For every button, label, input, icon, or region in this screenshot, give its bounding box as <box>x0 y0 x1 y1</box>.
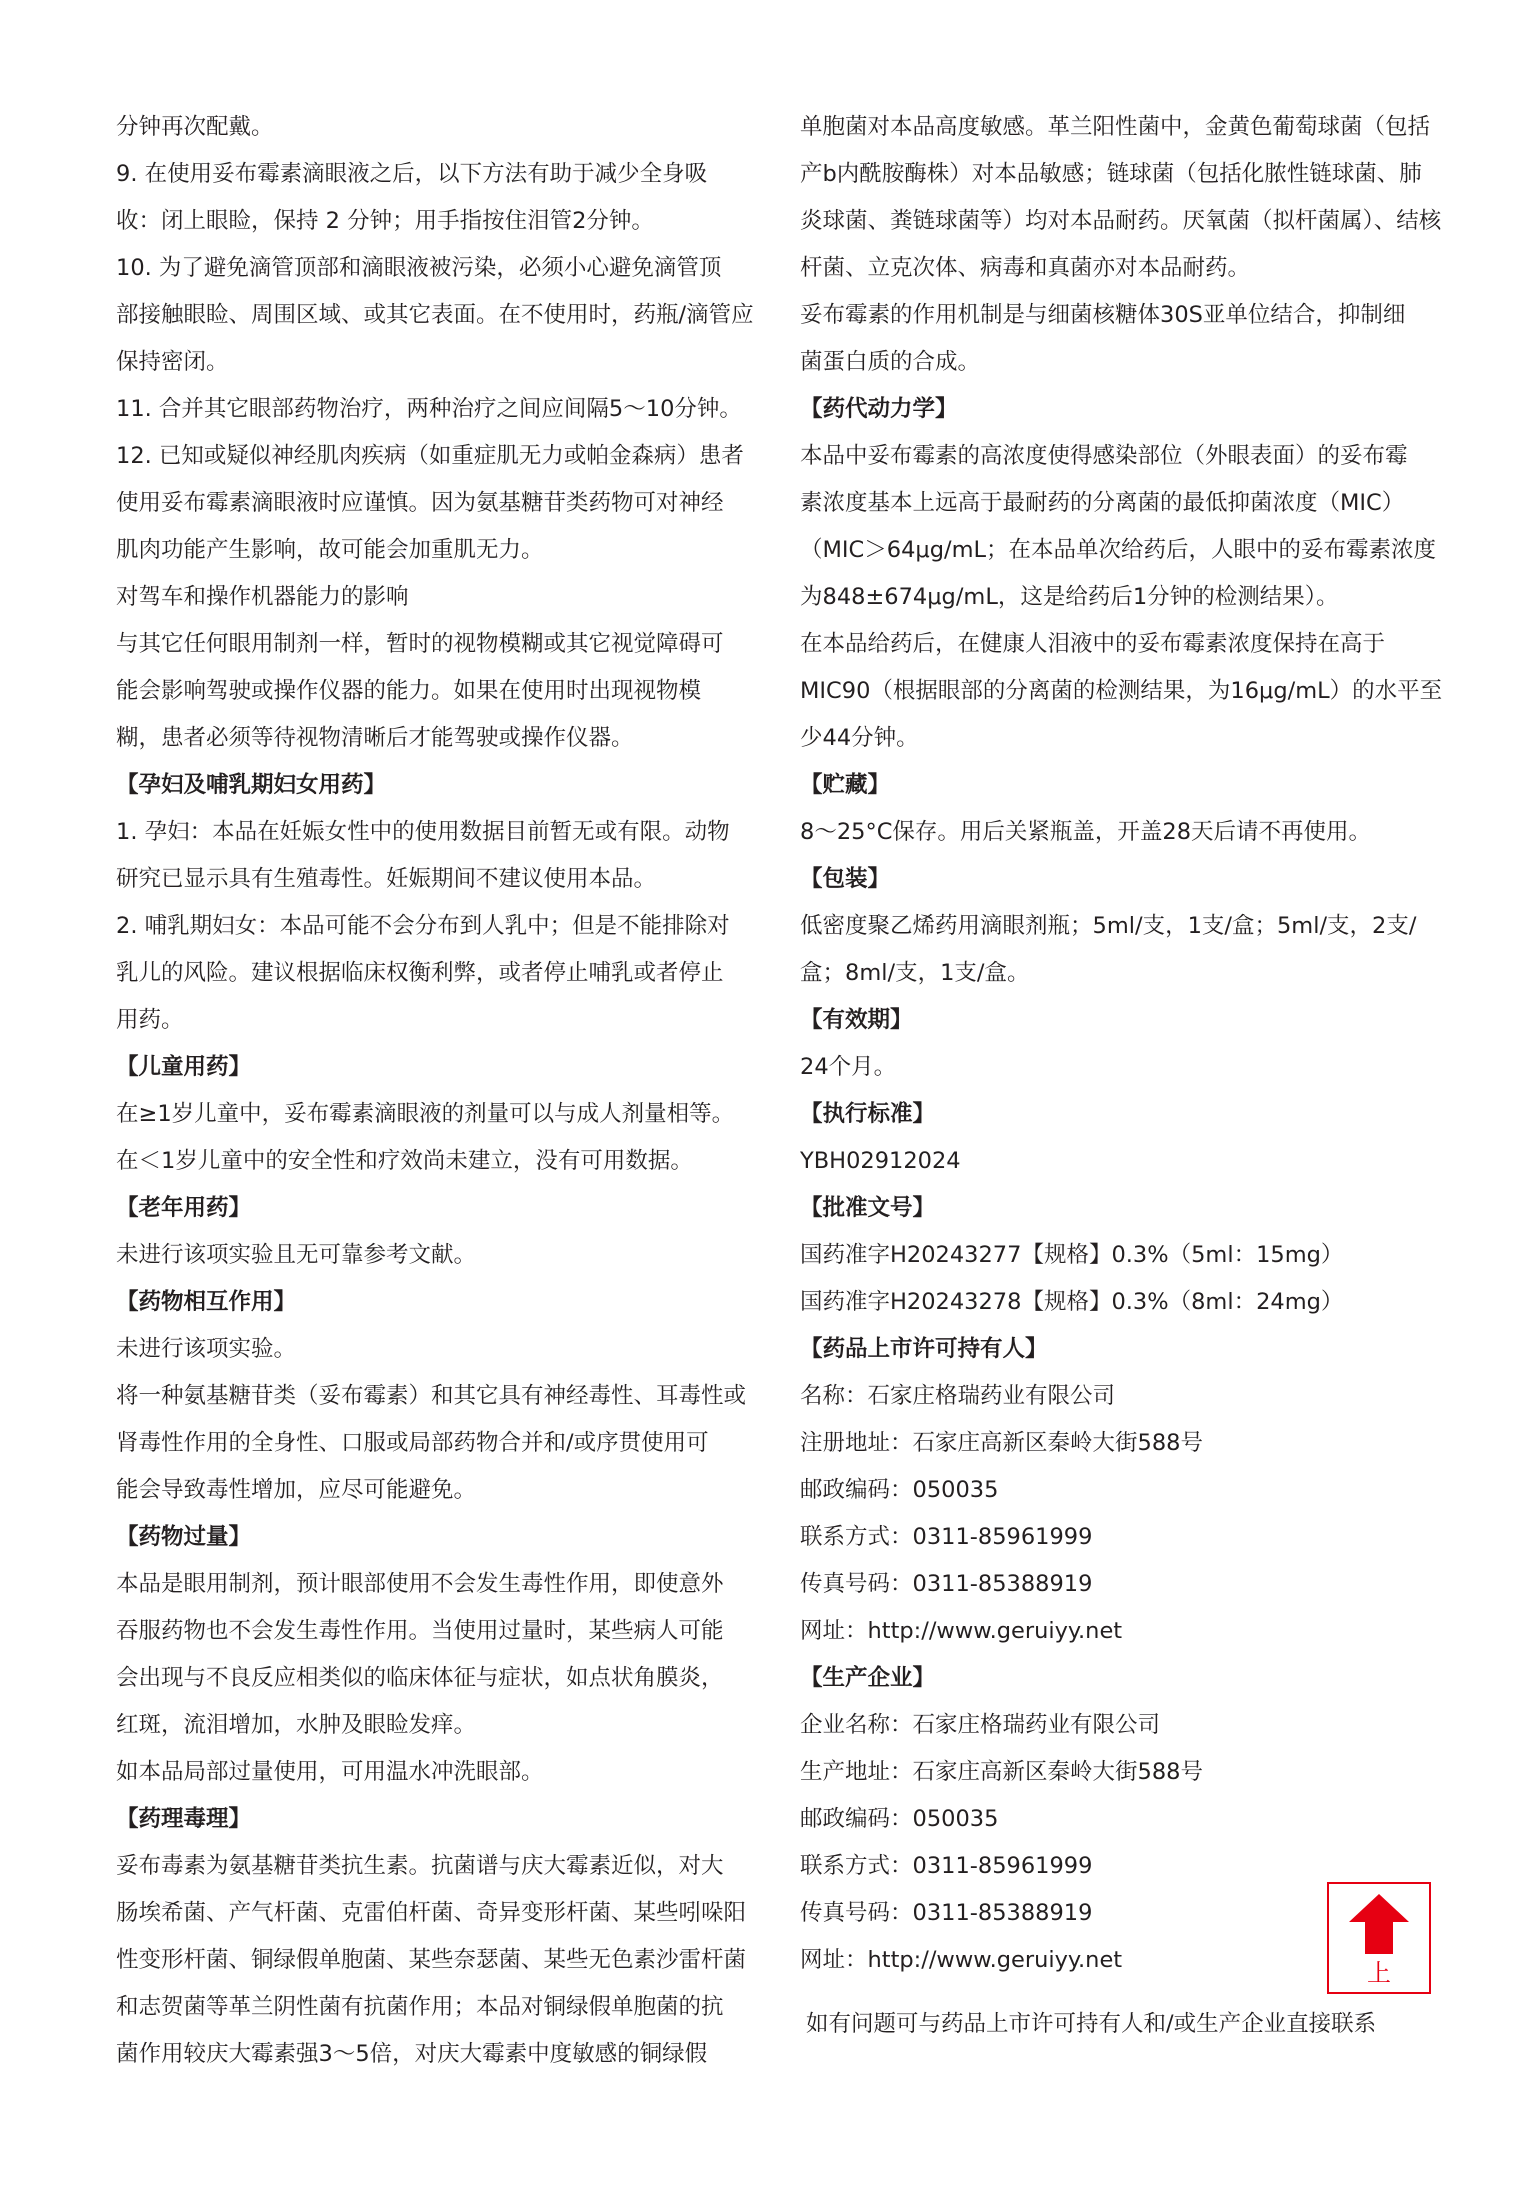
text-line: 肌肉功能产生影响，故可能会加重肌无力。 <box>116 537 544 563</box>
text-line: 联系方式：0311-85961999 <box>800 1524 1093 1550</box>
text-line: 本品中妥布霉素的高浓度使得感染部位（外眼表面）的妥布霉 <box>800 443 1408 469</box>
text-line: 【儿童用药】 <box>116 1054 252 1080</box>
text-line: 乳儿的风险。建议根据临床权衡利弊，或者停止哺乳或者停止 <box>116 960 724 986</box>
text-line: 在＜1岁儿童中的安全性和疗效尚未建立，没有可用数据。 <box>116 1148 693 1174</box>
paragraph <box>800 1373 1440 1420</box>
paragraph <box>116 1749 756 1796</box>
text-line: 杆菌、立克次体、病毒和真菌亦对本品耐药。 <box>800 255 1251 281</box>
text-line: 【老年用药】 <box>116 1195 252 1221</box>
text-line: 肾毒性作用的全身性、口服或局部药物合并和/或序贯使用可 <box>116 1430 709 1456</box>
text-line: 和志贺菌等革兰阴性菌有抗菌作用；本品对铜绿假单胞菌的抗 <box>116 1994 724 2020</box>
text-line: 【批准文号】 <box>800 1195 936 1221</box>
text-line: 菌蛋白质的合成。 <box>800 349 981 375</box>
text-line: 能会影响驾驶或操作仪器的能力。如果在使用时出现视物模 <box>116 678 702 704</box>
text-line: 24个月。 <box>800 1054 897 1080</box>
text-line: 糊，患者必须等待视物清晰后才能驾驶或操作仪器。 <box>116 725 634 751</box>
text-line: 【有效期】 <box>800 1007 913 1033</box>
text-line: 12. 已知或疑似神经肌肉疾病（如重症肌无力或帕金森病）患者 <box>116 443 744 469</box>
text-line: 网址：http://www.geruiyy.net <box>800 1618 1123 1644</box>
text-line: 吞服药物也不会发生毒性作用。当使用过量时，某些病人可能 <box>116 1618 724 1644</box>
section-heading <box>800 1185 1440 1232</box>
text-line: 【药物相互作用】 <box>116 1289 297 1315</box>
text-line: 【药物过量】 <box>116 1524 252 1550</box>
right-column <box>800 104 1443 1984</box>
section-heading <box>800 1091 1440 1138</box>
text-line: 【包装】 <box>800 866 891 892</box>
section-heading <box>800 386 1440 433</box>
paragraph <box>800 1232 1440 1279</box>
paragraph <box>800 1279 1440 1326</box>
text-line: 传真号码：0311-85388919 <box>800 1900 1093 1926</box>
text-line: 【贮藏】 <box>800 772 891 798</box>
paragraph <box>800 1420 1440 1467</box>
paragraph <box>800 621 1443 762</box>
text-line: 性变形杆菌、铜绿假单胞菌、某些奈瑟菌、某些无色素沙雷杆菌 <box>116 1947 747 1973</box>
text-line: 少44分钟。 <box>800 725 919 751</box>
section-heading <box>116 1185 756 1232</box>
section-heading <box>800 1655 1440 1702</box>
text-line: 肠埃希菌、产气杆菌、克雷伯杆菌、奇异变形杆菌、某些吲哚阳 <box>116 1900 747 1926</box>
paragraph <box>116 104 756 151</box>
section-heading <box>800 1326 1440 1373</box>
text-line: 【孕妇及哺乳期妇女用药】 <box>116 772 387 798</box>
text-line: 与其它任何眼用制剂一样，暂时的视物模糊或其它视觉障碍可 <box>116 631 724 657</box>
text-line: 10. 为了避免滴管顶部和滴眼液被污染，必须小心避免滴管顶 <box>116 255 722 281</box>
section-heading <box>116 762 756 809</box>
text-line: 联系方式：0311-85961999 <box>800 1853 1093 1879</box>
text-line: 盒；8ml/支，1支/盒。 <box>800 960 1030 986</box>
text-line: 妥布霉素的作用机制是与细菌核糖体30S亚单位结合，抑制细 <box>800 302 1406 328</box>
text-line: 9. 在使用妥布霉素滴眼液之后，以下方法有助于减少全身吸 <box>116 161 708 187</box>
text-line: 【药理毒理】 <box>116 1806 252 1832</box>
paragraph <box>800 1749 1440 1796</box>
paragraph <box>800 809 1440 856</box>
text-line: 【生产企业】 <box>800 1665 936 1691</box>
paragraph <box>116 1373 756 1514</box>
text-line: 在≥1岁儿童中，妥布霉素滴眼液的剂量可以与成人剂量相等。 <box>116 1101 735 1127</box>
text-line: 炎球菌、粪链球菌等）均对本品耐药。厌氧菌（拟杆菌属）、结核 <box>800 208 1442 234</box>
text-line: 如本品局部过量使用，可用温水冲洗眼部。 <box>116 1759 544 1785</box>
paragraph <box>116 621 756 762</box>
text-line: YBH02912024 <box>800 1148 961 1174</box>
text-line: 未进行该项实验且无可靠参考文献。 <box>116 1242 477 1268</box>
text-line: 部接触眼睑、周围区域、或其它表面。在不使用时，药瓶/滴管应 <box>116 302 754 328</box>
paragraph <box>800 1608 1440 1655</box>
text-line: 传真号码：0311-85388919 <box>800 1571 1093 1597</box>
text-line: 国药准字H20243277【规格】0.3%（5ml：15mg） <box>800 1242 1344 1268</box>
text-line: 【药代动力学】 <box>800 396 958 422</box>
text-line: 国药准字H20243278【规格】0.3%（8ml：24mg） <box>800 1289 1344 1315</box>
paragraph <box>116 1091 756 1185</box>
text-line: 会出现与不良反应相类似的临床体征与症状，如点状角膜炎， <box>116 1665 724 1691</box>
paragraph <box>116 245 756 386</box>
section-heading <box>116 1514 756 1561</box>
paragraph <box>116 574 756 621</box>
left-column <box>116 104 756 2078</box>
text-line: 保持密闭。 <box>116 349 229 375</box>
paragraph <box>800 433 1440 621</box>
text-line: 分钟再次配戴。 <box>116 114 274 140</box>
section-heading <box>800 997 1440 1044</box>
paragraph <box>800 1138 1440 1185</box>
paragraph <box>800 104 1440 292</box>
up-mark-label: 向 上 <box>1367 1929 1403 1987</box>
footer-note: 如有问题可与药品上市许可持有人和/或生产企业直接联系 <box>806 2011 1377 2037</box>
paragraph <box>116 1232 756 1279</box>
text-line: 1. 孕妇：本品在妊娠女性中的使用数据目前暂无或有限。动物 <box>116 819 730 845</box>
text-line: 妥布毒素为氨基糖苷类抗生素。抗菌谱与庆大霉素近似，对大 <box>116 1853 724 1879</box>
text-line: 本品是眼用制剂，预计眼部使用不会发生毒性作用，即使意外 <box>116 1571 724 1597</box>
paragraph <box>800 1514 1440 1561</box>
paragraph <box>800 903 1440 997</box>
text-line: 8～25°C保存。用后关紧瓶盖，开盖28天后请不再使用。 <box>800 819 1372 845</box>
section-heading <box>116 1279 756 1326</box>
paragraph <box>800 1561 1440 1608</box>
paragraph <box>116 433 756 574</box>
paragraph <box>116 1326 756 1373</box>
text-line: 素浓度基本上远高于最耐药的分离菌的最低抑菌浓度（MIC） <box>800 490 1405 516</box>
paragraph <box>800 1044 1440 1091</box>
text-line: 用药。 <box>116 1007 184 1033</box>
text-line: 邮政编码：050035 <box>800 1477 999 1503</box>
text-line: 菌作用较庆大霉素强3～5倍，对庆大霉素中度敏感的铜绿假 <box>116 2041 708 2067</box>
text-line: MIC90（根据眼部的分离菌的检测结果，为16μg/mL）的水平至 <box>800 678 1443 704</box>
text-line: 网址：http://www.geruiyy.net <box>800 1947 1123 1973</box>
paragraph <box>116 151 756 245</box>
text-line: 11. 合并其它眼部药物治疗，两种治疗之间应间隔5～10分钟。 <box>116 396 742 422</box>
text-line: 研究已显示具有生殖毒性。妊娠期间不建议使用本品。 <box>116 866 657 892</box>
paragraph <box>116 1843 756 2078</box>
text-line: 收：闭上眼睑，保持 2 分钟；用手指按住泪管2分钟。 <box>116 208 654 234</box>
text-line: 将一种氨基糖苷类（妥布霉素）和其它具有神经毒性、耳毒性或 <box>116 1383 747 1409</box>
paragraph <box>800 1796 1440 1843</box>
paragraph <box>116 809 756 903</box>
text-line: 【执行标准】 <box>800 1101 936 1127</box>
text-line: 注册地址：石家庄高新区秦岭大街588号 <box>800 1430 1203 1456</box>
paragraph <box>116 1561 756 1749</box>
section-heading <box>116 1044 756 1091</box>
text-line: 【药品上市许可持有人】 <box>800 1336 1048 1362</box>
text-line: 为848±674μg/mL，这是给药后1分钟的检测结果）。 <box>800 584 1339 610</box>
text-line: 邮政编码：050035 <box>800 1806 999 1832</box>
text-line: 产b内酰胺酶株）对本品敏感；链球菌（包括化脓性链球菌、肺 <box>800 161 1422 187</box>
text-line: 生产地址：石家庄高新区秦岭大街588号 <box>800 1759 1203 1785</box>
paragraph <box>800 1702 1440 1749</box>
text-line: 2. 哺乳期妇女：本品可能不会分布到人乳中；但是不能排除对 <box>116 913 730 939</box>
paragraph <box>116 903 756 1044</box>
paragraph <box>800 292 1440 386</box>
text-line: 红斑，流泪增加，水肿及眼睑发痒。 <box>116 1712 477 1738</box>
section-heading <box>800 856 1440 903</box>
text-line: 能会导致毒性增加，应尽可能避免。 <box>116 1477 477 1503</box>
text-line: （MIC＞64μg/mL；在本品单次给药后，人眼中的妥布霉素浓度 <box>800 537 1437 563</box>
text-line: 使用妥布霉素滴眼液时应谨慎。因为氨基糖苷类药物可对神经 <box>116 490 724 516</box>
this-side-up-mark <box>1327 1882 1431 1994</box>
paragraph <box>116 386 756 433</box>
text-line: 低密度聚乙烯药用滴眼剂瓶；5ml/支，1支/盒；5ml/支，2支/ <box>800 913 1417 939</box>
section-heading <box>116 1796 756 1843</box>
text-line: 对驾车和操作机器能力的影响 <box>116 584 409 610</box>
section-heading <box>800 762 1440 809</box>
text-line: 未进行该项实验。 <box>116 1336 297 1362</box>
text-line: 单胞菌对本品高度敏感。革兰阳性菌中，金黄色葡萄球菌（包括 <box>800 114 1431 140</box>
text-line: 名称：石家庄格瑞药业有限公司 <box>800 1383 1116 1409</box>
paragraph <box>800 1467 1440 1514</box>
text-line: 企业名称：石家庄格瑞药业有限公司 <box>800 1712 1161 1738</box>
text-line: 在本品给药后，在健康人泪液中的妥布霉素浓度保持在高于 <box>800 631 1386 657</box>
